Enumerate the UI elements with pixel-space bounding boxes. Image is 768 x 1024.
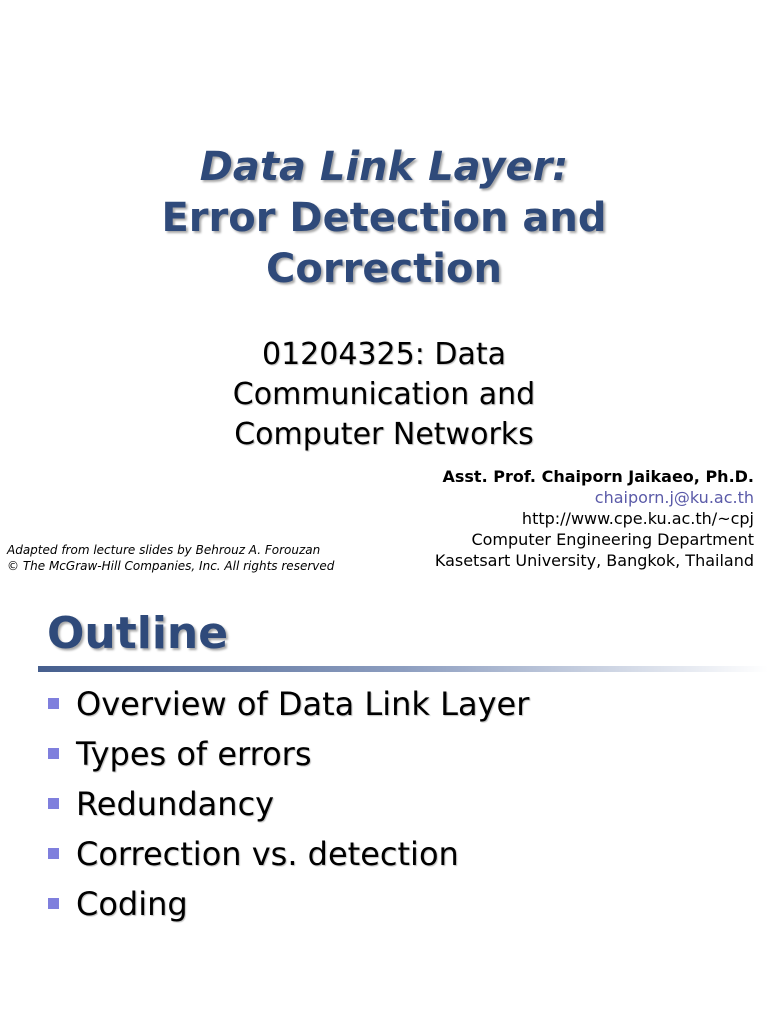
author-url: http://www.cpe.ku.ac.th/~cpj [521,509,754,528]
slide-title [0,142,768,295]
list-item [46,832,529,882]
author-university: Kasetsart University, Bangkok, Thailand [434,551,754,570]
list-item-text: Coding [76,885,188,923]
adapted-line-1: Adapted from lecture slides by Behrouz A. Forouzan [7,543,321,557]
adapted-credit [7,542,334,574]
list-item-text: Redundancy [76,785,275,823]
outline-slide [0,600,768,1024]
course-subtitle [0,335,768,455]
title-line-2: Error Detection and [161,195,607,241]
author-info [435,466,754,571]
title-line-3: Correction [266,246,502,292]
outline-title: Outline [47,608,229,659]
square-bullet-icon [48,748,59,759]
list-item-text: Overview of Data Link Layer [76,685,530,723]
square-bullet-icon [48,848,59,859]
square-bullet-icon [48,798,59,809]
adapted-line-2: © The McGraw-Hill Companies, Inc. All rights reserved [7,559,335,573]
list-item [46,782,529,832]
list-item-text: Types of errors [76,735,312,773]
subtitle-line-3: Computer Networks [234,417,534,452]
author-email-link[interactable]: chaiporn.j@ku.ac.th [594,488,754,507]
title-underline [38,666,768,672]
square-bullet-icon [48,698,59,709]
author-name: Asst. Prof. Chaiporn Jaikaeo, Ph.D. [442,467,754,486]
square-bullet-icon [48,898,59,909]
subtitle-line-1: 01204325: Data [262,337,506,372]
list-item [46,882,529,932]
subtitle-line-2: Communication and [232,377,536,412]
outline-list [46,682,529,932]
list-item-text: Correction vs. detection [76,835,459,873]
list-item [46,732,529,782]
author-department: Computer Engineering Department [471,530,754,549]
title-line-1: Data Link Layer: [199,144,569,190]
list-item [46,682,529,732]
